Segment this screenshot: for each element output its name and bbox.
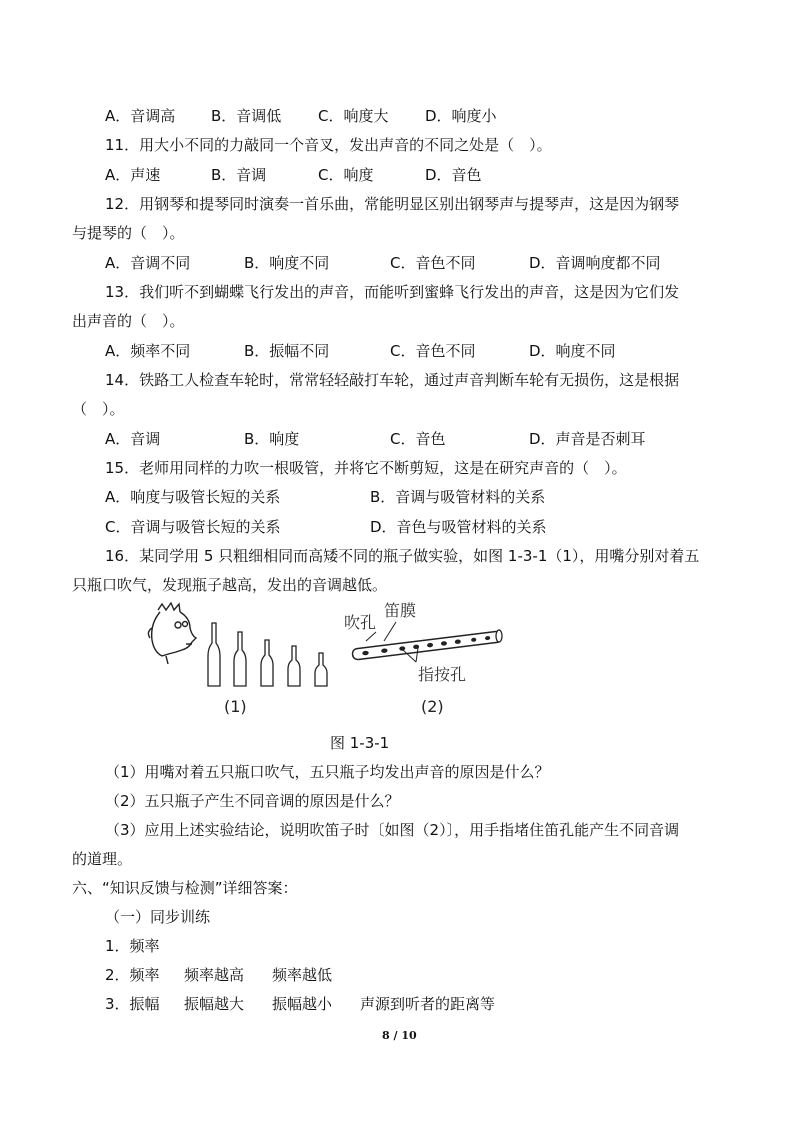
q13-option-c: C．音色不同 — [390, 342, 476, 360]
q13-option-a: A．频率不同 — [105, 342, 191, 360]
q16-sub-question-2: （2）五只瓶子产生不同音调的原因是什么？ — [105, 792, 400, 810]
q13-option-b: B．振幅不同 — [244, 342, 330, 360]
q12-text-line2: 与提琴的（ ）。 — [72, 224, 185, 242]
answer-3-item-4: 声源到听者的距离等 — [360, 995, 496, 1013]
figure-label-2: (2) — [421, 697, 444, 716]
q12-option-d: D．音调响度都不同 — [529, 254, 661, 272]
answer-2-item-3: 频率越低 — [272, 966, 333, 984]
q10-option-c: C．响度大 — [318, 107, 389, 125]
q11-option-b: B．音调 — [211, 166, 267, 184]
answers-heading: 六、“知识反馈与检测”详细答案： — [72, 879, 298, 897]
answer-3-item-3: 振幅越小 — [272, 995, 333, 1013]
q14-option-c: C．音色 — [390, 430, 446, 448]
q11-option-d: D．音色 — [425, 166, 482, 184]
q11-text: 11．用大小不同的力敲同一个音叉，发出声音的不同之处是（ ）。 — [105, 136, 552, 154]
figure-label-1: (1) — [224, 697, 247, 716]
boy-head-illustration — [148, 603, 196, 664]
flute-membrane-label: 笛膜 — [384, 601, 417, 620]
answer-1-item: 1．频率 — [105, 937, 160, 955]
answer-2-item-1: 2．频率 — [105, 966, 160, 984]
q14-option-d: D．声音是否刺耳 — [529, 430, 646, 448]
q15-option-b: B．音调与吸管材料的关系 — [370, 488, 546, 506]
q16-sub-question-3-line2: 的道理。 — [72, 850, 133, 868]
q11-option-c: C．响度 — [318, 166, 374, 184]
q12-text-line1: 12．用钢琴和提琴同时演奏一首乐曲，常能明显区别出钢琴声与提琴声，这是因为钢琴 — [105, 195, 680, 213]
q13-option-d: D．响度不同 — [529, 342, 616, 360]
answer-2-item-2: 频率越高 — [184, 966, 245, 984]
q15-option-c: C．音调与吸管长短的关系 — [105, 518, 281, 536]
answer-3-item-1: 3．振幅 — [105, 995, 160, 1013]
q10-option-a: A．音调高 — [105, 107, 176, 125]
q15-option-d: D．音色与吸管材料的关系 — [370, 518, 547, 536]
q16-text-line1: 16．某同学用 5 只粗细相同而高矮不同的瓶子做实验，如图 1-3-1（1），用嘴分别对着五 — [105, 547, 700, 565]
q13-text-line2: 出声音的（ ）。 — [72, 312, 185, 330]
q10-option-d: D．响度小 — [425, 107, 497, 125]
q11-option-a: A．声速 — [105, 166, 161, 184]
figure-1-3-1 — [140, 598, 520, 723]
figure-caption: 图 1-3-1 — [330, 734, 390, 752]
q13-text-line1: 13．我们听不到蝴蝶飞行发出的声音，而能听到蜜蜂飞行发出的声音，这是因为它们发 — [105, 283, 680, 301]
q14-text-line1: 14．铁路工人检查车轮时，常常轻轻敲打车轮，通过声音判断车轮有无损伤，这是根据 — [105, 371, 680, 389]
q16-sub-question-1: （1）用嘴对着五只瓶口吹气，五只瓶子均发出声音的原因是什么？ — [105, 763, 550, 781]
flute-finger-hole-label: 指按孔 — [418, 665, 467, 684]
q16-text-line2: 只瓶口吹气，发现瓶子越高，发出的音调越低。 — [72, 576, 388, 594]
q12-option-c: C．音色不同 — [390, 254, 476, 272]
q10-option-b: B．音调低 — [211, 107, 282, 125]
answers-subheading: （一）同步训练 — [105, 908, 211, 926]
q15-option-a: A．响度与吸管长短的关系 — [105, 488, 281, 506]
page-number: 8 / 10 — [382, 1029, 417, 1042]
q15-text: 15．老师用同样的力吹一根吸管，并将它不断剪短，这是在研究声音的（ ）。 — [105, 459, 627, 477]
bottles-illustration — [208, 623, 327, 686]
q14-option-b: B．响度 — [244, 430, 300, 448]
flute-blow-hole-label: 吹孔 — [344, 613, 377, 632]
q14-text-line2: （ ）。 — [72, 400, 125, 418]
q12-option-b: B．响度不同 — [244, 254, 330, 272]
answer-3-item-2: 振幅越大 — [184, 995, 245, 1013]
q12-option-a: A．音调不同 — [105, 254, 191, 272]
q16-sub-question-3-line1: （3）应用上述实验结论，说明吹笛子时〔如图（2）〕，用手指堵住笛孔能产生不同音调 — [105, 821, 680, 839]
q14-option-a: A．音调 — [105, 430, 161, 448]
